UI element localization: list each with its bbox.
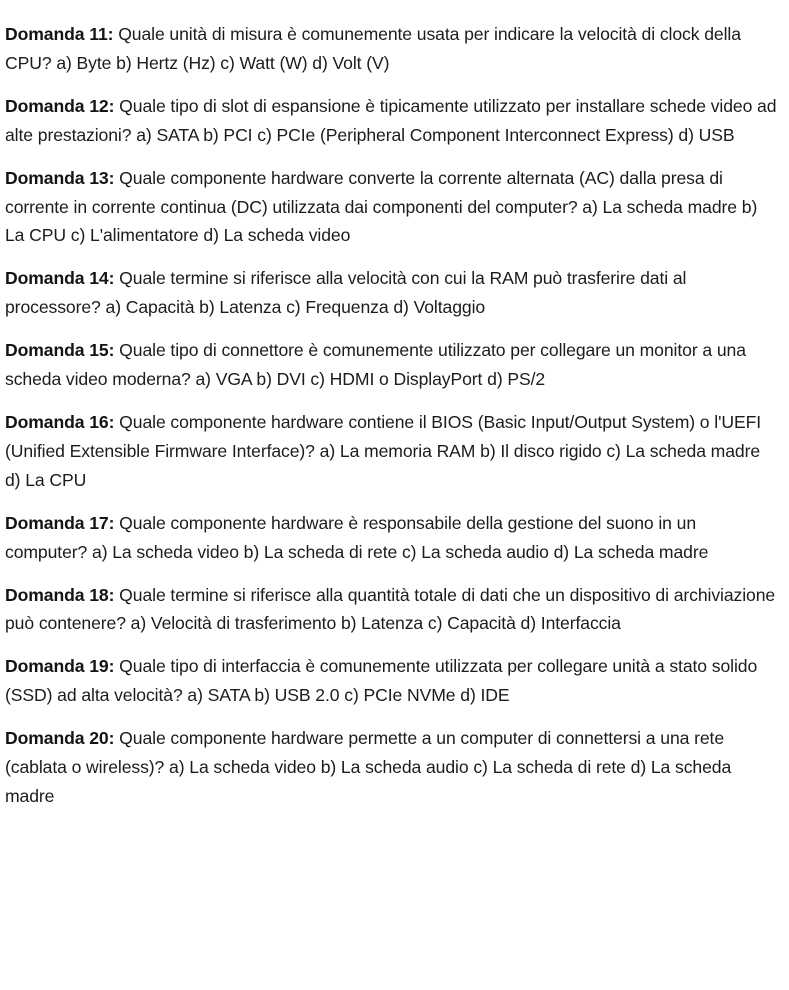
question-text: Quale termine si riferisce alla velocità con cui la RAM può trasferire dati al processore? a) Capacità b) Latenza c) Frequenza d) Voltaggio (5, 268, 687, 318)
question-15 (5, 336, 780, 394)
question-label: Domanda 17: (5, 512, 115, 533)
question-text: Quale componente hardware converte la corrente alternata (AC) dalla presa di corrente in corrente continua (DC) utilizzata dai componenti del computer? a) La scheda madre b) La CPU c) L'alimentatore d) La scheda video (5, 167, 758, 246)
question-label: Domanda 11: (5, 24, 114, 44)
question-11 (5, 20, 780, 78)
question-18 (5, 581, 780, 639)
question-17 (5, 509, 780, 567)
question-text: Quale tipo di slot di espansione è tipicamente utilizzato per installare schede video ad alte prestazioni? a) SATA b) PCI c) PCIe (Peripheral Component Interconnect Express) d) USB (5, 95, 777, 145)
question-label: Domanda 16: (5, 411, 115, 432)
question-text: Quale componente hardware è responsabile della gestione del suono in un computer? a) La scheda video b) La scheda di rete c) La scheda audio d) La scheda madre (5, 512, 709, 562)
question-text: Quale componente hardware contiene il BIOS (Basic Input/Output System) o l'UEFI (Unified Extensible Firmware Interface)? a) La memoria RAM b) Il disco rigido c) La scheda madre d) La CPU (5, 411, 762, 490)
question-label: Domanda 20: (5, 728, 115, 749)
question-label: Domanda 15: (5, 340, 115, 361)
question-label: Domanda 18: (5, 584, 115, 605)
question-text: Quale unità di misura è comunemente usata per indicare la velocità di clock della CPU? a) Byte b) Hertz (Hz) c) Watt (W) d) Volt (V) (5, 24, 741, 73)
question-text: Quale termine si riferisce alla quantità totale di dati che un dispositivo di archiviazione può contenere? a) Velocità di trasferimento b) Latenza c) Capacità d) Interfaccia (5, 584, 776, 634)
question-text: Quale componente hardware permette a un computer di connettersi a una rete (cablata o wireless)? a) La scheda video b) La scheda audio c) La scheda di rete d) La scheda madre (5, 728, 732, 806)
question-list (5, 20, 780, 825)
question-13 (5, 164, 780, 251)
question-text: Quale tipo di connettore è comunemente utilizzato per collegare un monitor a una scheda video moderna? a) VGA b) DVI c) HDMI o DisplayPort d) PS/2 (5, 340, 746, 390)
question-text: Quale tipo di interfaccia è comunemente utilizzata per collegare unità a stato solido (SSD) ad alta velocità? a) SATA b) USB 2.0 c) PCIe NVMe d) IDE (5, 656, 758, 706)
question-label: Domanda 13: (5, 167, 115, 188)
question-20 (5, 724, 780, 811)
question-12 (5, 92, 780, 150)
question-14 (5, 264, 780, 322)
question-16 (5, 408, 780, 495)
question-19 (5, 652, 780, 710)
question-label: Domanda 19: (5, 656, 115, 677)
question-label: Domanda 12: (5, 95, 115, 116)
question-label: Domanda 14: (5, 268, 115, 289)
